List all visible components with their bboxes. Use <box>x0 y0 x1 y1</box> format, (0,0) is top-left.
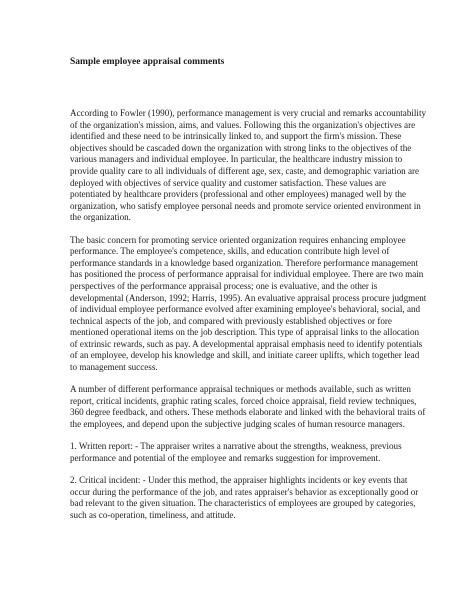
paragraph-service-oriented-organization: The basic concern for promoting service oriented organization requires enhancing employee performance. The employee's competence, skills, and education contribute high level of performance standards in a knowledge based organization. Therefore performance management has positioned the process of performance appraisal for individual employee. There are two main perspectives of the performance appraisal process; one is evaluative, and the other is developmental (Anderson, 1992; Harris, 1995). An evaluative appraisal process procure judgment of individual employee performance evolved after examining employee's behavioral, social, and technical aspects of the job, and compared with previously established objectives or fore mentioned operational items on the job description. This type of appraisal links to the allocation of extrinsic rewards, such as pay. A developmental appraisal emphasis need to identify potentials of an employee, develop his knowledge and skill, and initiate career uplifts, which together lead to management success. <box>70 234 427 373</box>
paragraph-performance-management: According to Fowler (1990), performance management is very crucial and remarks accountability of the organization's mission, aims, and values. Following this the organization's objectives are identified and these need to be intrinsically linked to, and support the firm's mission. These objectives should be cascaded down the organization with strong links to the objectives of the various managers and individual employee. In particular, the healthcare industry mission to provide quality care to all individuals of different age, sex, caste, and demographic variation are deployed with objectives of service quality and customer satisfaction. These values are potentiated by healthcare providers (professional and other employees) managed well by the organization, who satisfy employee personal needs and promote service oriented environment in the organization. <box>70 108 427 223</box>
paragraph-written-report: 1. Written report: - The appraiser writes a narrative about the strengths, weakness, previous performance and potential of the employee and remarks suggestion for improvement. <box>70 441 402 463</box>
document-title: Sample employee appraisal comments <box>70 57 225 67</box>
document-body <box>70 108 428 532</box>
paragraph-appraisal-techniques: A number of different performance appraisal techniques or methods available, such as written report, critical incidents, graphic rating scales, forced choice appraisal, field review techniques, 360 degree feedback, and others. These methods elaborate and linked with the behavioral traits of the employees, and depend upon the subjective judging scales of human resource managers. <box>70 384 426 430</box>
paragraph-critical-incident: 2. Critical incident: - Under this method, the appraiser highlights incidents or key events that occur during the performance of the job, and rates appraiser's behavior as exceptionally good or bad relevant to the given situation. The characteristics of employees are grouped by categories, such as co-operation, timeliness, and attitude. <box>70 475 419 520</box>
